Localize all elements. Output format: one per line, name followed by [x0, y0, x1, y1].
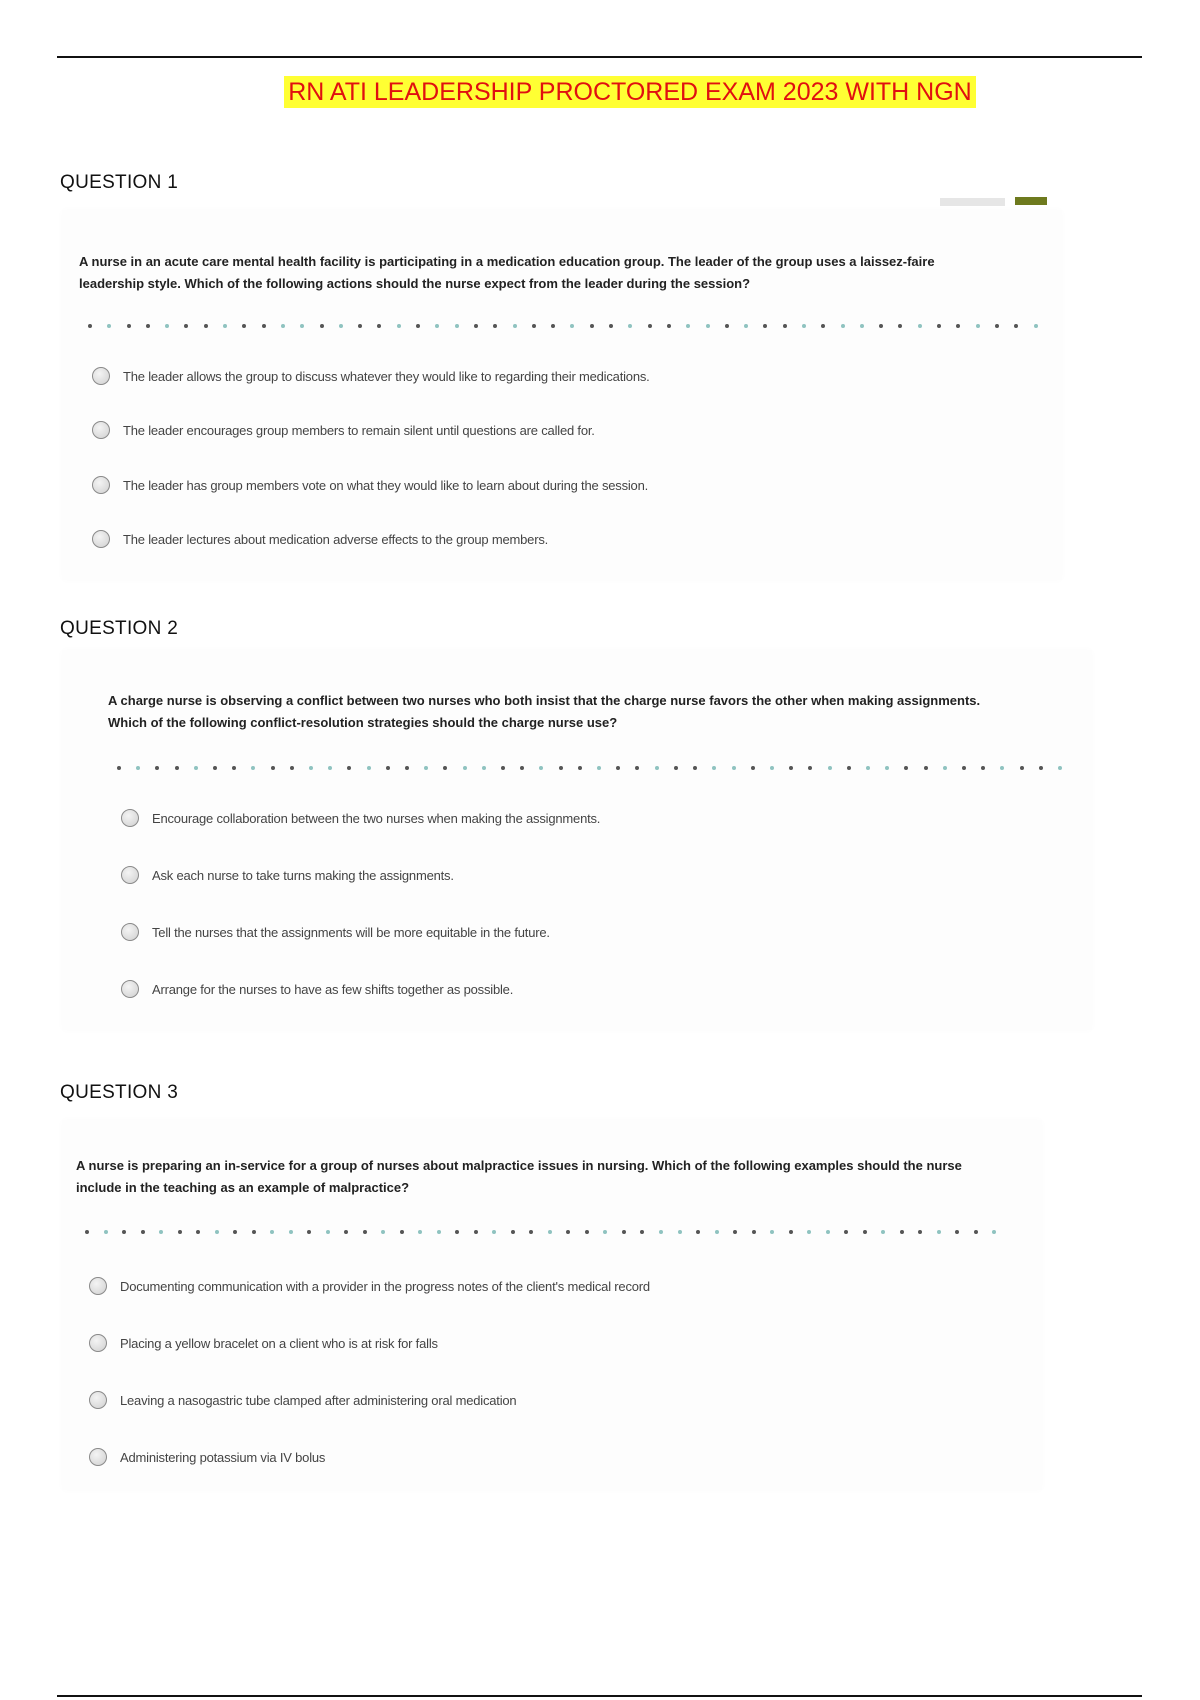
divider-dot	[262, 324, 266, 328]
question-stem-line: leadership style. Which of the following actions should the nurse expect from the leader during the session?	[79, 276, 751, 291]
divider-dot	[400, 1230, 404, 1234]
divider-dot	[474, 1230, 478, 1234]
divider-dot	[609, 324, 613, 328]
answer-option[interactable]	[121, 809, 600, 827]
divider-dot	[289, 1230, 293, 1234]
divider-dot	[215, 1230, 219, 1234]
divider-dot	[424, 766, 428, 770]
divider-dot	[252, 1230, 256, 1234]
divider-dot	[974, 1230, 978, 1234]
divider-dot	[943, 766, 947, 770]
radio-button[interactable]	[92, 367, 110, 385]
divider-dot	[659, 1230, 663, 1234]
divider-dot	[539, 766, 543, 770]
divider-dot	[309, 766, 313, 770]
divider-dot	[752, 1230, 756, 1234]
divider-dot	[696, 1230, 700, 1234]
radio-button[interactable]	[121, 980, 139, 998]
divider-dot	[628, 324, 632, 328]
answer-option[interactable]	[121, 980, 513, 998]
divider-dot	[213, 766, 217, 770]
divider-dot	[976, 324, 980, 328]
divider-dot	[122, 1230, 126, 1234]
divider-dot	[242, 324, 246, 328]
divider-dot	[196, 1230, 200, 1234]
divider-dot	[363, 1230, 367, 1234]
answer-option-text: Tell the nurses that the assignments will be more equitable in the future.	[152, 924, 550, 940]
divider-dot	[548, 1230, 552, 1234]
divider-dot	[995, 324, 999, 328]
divider-dot	[789, 1230, 793, 1234]
answer-option-text: Documenting communication with a provider in the progress notes of the client's medical record	[120, 1278, 650, 1294]
divider-dot	[501, 766, 505, 770]
answer-option[interactable]	[89, 1334, 438, 1352]
divider-dot	[956, 324, 960, 328]
divider-dot	[175, 766, 179, 770]
progress-bar	[940, 198, 1005, 206]
divider-dot	[879, 324, 883, 328]
divider-dot	[648, 324, 652, 328]
answer-option[interactable]	[92, 530, 548, 548]
divider-dot	[706, 324, 710, 328]
divider-dot	[367, 766, 371, 770]
divider-dot	[635, 766, 639, 770]
question-label: QUESTION 1	[60, 172, 179, 193]
answer-option-text: Ask each nurse to take turns making the assignments.	[152, 867, 454, 883]
divider-dot	[712, 766, 716, 770]
divider-dot	[866, 766, 870, 770]
divider-dot	[570, 324, 574, 328]
divider-dot	[511, 1230, 515, 1234]
divider-dot	[678, 1230, 682, 1234]
divider-dot	[802, 324, 806, 328]
divider-dot	[622, 1230, 626, 1234]
divider-dot	[328, 766, 332, 770]
divider-dot	[918, 1230, 922, 1234]
divider-dot	[117, 766, 121, 770]
divider-dot	[381, 1230, 385, 1234]
divider-dot	[770, 1230, 774, 1234]
divider-dot	[358, 324, 362, 328]
answer-option[interactable]	[89, 1448, 325, 1466]
divider-dot	[885, 766, 889, 770]
divider-dot	[141, 1230, 145, 1234]
answer-option-text: The leader encourages group members to remain silent until questions are called for.	[123, 422, 595, 438]
divider-dot	[184, 324, 188, 328]
divider-dot	[808, 766, 812, 770]
answer-option[interactable]	[89, 1277, 650, 1295]
answer-option[interactable]	[92, 476, 648, 494]
divider-dot	[136, 766, 140, 770]
dotted-divider	[88, 322, 1038, 330]
divider-dot	[178, 1230, 182, 1234]
answer-option-text: The leader lectures about medication adverse effects to the group members.	[123, 531, 549, 547]
divider-dot	[751, 766, 755, 770]
divider-dot	[270, 1230, 274, 1234]
question-stem-line: A nurse is preparing an in-service for a group of nurses about malpractice issues in nursing. Which of the following examples should the nurse	[76, 1158, 962, 1173]
bottom-rule	[57, 1695, 1142, 1697]
divider-dot	[655, 766, 659, 770]
divider-dot	[863, 1230, 867, 1234]
divider-dot	[667, 324, 671, 328]
divider-dot	[232, 766, 236, 770]
divider-dot	[789, 766, 793, 770]
divider-dot	[347, 766, 351, 770]
divider-dot	[104, 1230, 108, 1234]
divider-dot	[437, 1230, 441, 1234]
divider-dot	[640, 1230, 644, 1234]
divider-dot	[992, 1230, 996, 1234]
radio-button[interactable]	[92, 476, 110, 494]
divider-dot	[146, 324, 150, 328]
divider-dot	[860, 324, 864, 328]
divider-dot	[405, 766, 409, 770]
divider-dot	[85, 1230, 89, 1234]
radio-button[interactable]	[92, 530, 110, 548]
answer-option[interactable]	[92, 367, 650, 385]
divider-dot	[532, 324, 536, 328]
divider-dot	[770, 766, 774, 770]
question-stem-line: A nurse in an acute care mental health facility is participating in a medication education group. The leader of the group uses a laissez-faire	[79, 254, 935, 269]
question-label: QUESTION 2	[60, 618, 179, 639]
divider-dot	[271, 766, 275, 770]
answer-option-text: Encourage collaboration between the two nurses when making the assignments.	[152, 810, 601, 826]
divider-dot	[386, 766, 390, 770]
divider-dot	[828, 766, 832, 770]
divider-dot	[326, 1230, 330, 1234]
answer-option[interactable]	[121, 866, 454, 884]
divider-dot	[826, 1230, 830, 1234]
radio-button[interactable]	[92, 421, 110, 439]
divider-dot	[559, 766, 563, 770]
answer-option-text: Arrange for the nurses to have as few shifts together as possible.	[152, 981, 514, 997]
divider-dot	[307, 1230, 311, 1234]
radio-button[interactable]	[121, 809, 139, 827]
divider-dot	[566, 1230, 570, 1234]
divider-dot	[397, 324, 401, 328]
divider-dot	[529, 1230, 533, 1234]
divider-dot	[597, 766, 601, 770]
divider-dot	[807, 1230, 811, 1234]
question-stem	[108, 690, 1088, 734]
divider-dot	[339, 324, 343, 328]
radio-button[interactable]	[89, 1448, 107, 1466]
divider-dot	[763, 324, 767, 328]
divider-dot	[732, 766, 736, 770]
divider-dot	[482, 766, 486, 770]
divider-dot	[520, 766, 524, 770]
divider-dot	[686, 324, 690, 328]
question-stem	[76, 1155, 1036, 1199]
answer-option-text: The leader has group members vote on what they would like to learn about during the session.	[123, 477, 649, 493]
question-stem-line: include in the teaching as an example of malpractice?	[76, 1180, 410, 1195]
divider-dot	[1014, 324, 1018, 328]
divider-dot	[725, 324, 729, 328]
divider-dot	[821, 324, 825, 328]
divider-dot	[1020, 766, 1024, 770]
divider-dot	[88, 324, 92, 328]
dotted-divider	[117, 764, 1062, 772]
radio-button[interactable]	[121, 923, 139, 941]
divider-dot	[603, 1230, 607, 1234]
divider-dot	[435, 324, 439, 328]
answer-option-text: The leader allows the group to discuss whatever they would like to regarding their medications.	[123, 368, 650, 384]
divider-dot	[290, 766, 294, 770]
divider-dot	[585, 1230, 589, 1234]
divider-dot	[693, 766, 697, 770]
answer-option-text: Administering potassium via IV bolus	[120, 1449, 326, 1465]
divider-dot	[924, 766, 928, 770]
divider-dot	[418, 1230, 422, 1234]
divider-dot	[1058, 766, 1062, 770]
divider-dot	[1000, 766, 1004, 770]
answer-option[interactable]	[89, 1391, 516, 1409]
divider-dot	[474, 324, 478, 328]
document-title	[0, 76, 1200, 108]
answer-option[interactable]	[92, 421, 595, 439]
divider-dot	[674, 766, 678, 770]
divider-dot	[744, 324, 748, 328]
divider-dot	[377, 324, 381, 328]
divider-dot	[492, 1230, 496, 1234]
radio-button[interactable]	[121, 866, 139, 884]
divider-dot	[962, 766, 966, 770]
divider-dot	[715, 1230, 719, 1234]
divider-dot	[955, 1230, 959, 1234]
divider-dot	[455, 324, 459, 328]
divider-dot	[551, 324, 555, 328]
divider-dot	[281, 324, 285, 328]
divider-dot	[165, 324, 169, 328]
divider-dot	[841, 324, 845, 328]
divider-dot	[1034, 324, 1038, 328]
divider-dot	[881, 1230, 885, 1234]
divider-dot	[443, 766, 447, 770]
radio-button[interactable]	[89, 1391, 107, 1409]
flag-icon[interactable]	[1015, 197, 1047, 205]
answer-option-text: Placing a yellow bracelet on a client who is at risk for falls	[120, 1335, 438, 1351]
divider-dot	[344, 1230, 348, 1234]
divider-dot	[733, 1230, 737, 1234]
divider-dot	[107, 324, 111, 328]
divider-dot	[251, 766, 255, 770]
question-label: QUESTION 3	[60, 1082, 179, 1103]
divider-dot	[900, 1230, 904, 1234]
answer-option[interactable]	[121, 923, 550, 941]
answer-option-text: Leaving a nasogastric tube clamped after administering oral medication	[120, 1392, 517, 1408]
question-stem	[79, 251, 1039, 295]
divider-dot	[127, 324, 131, 328]
question-stem-line: A charge nurse is observing a conflict between two nurses who both insist that the charge nurse favors the other when making assignments.	[108, 693, 981, 708]
divider-dot	[578, 766, 582, 770]
divider-dot	[981, 766, 985, 770]
divider-dot	[416, 324, 420, 328]
divider-dot	[1039, 766, 1043, 770]
divider-dot	[898, 324, 902, 328]
divider-dot	[155, 766, 159, 770]
divider-dot	[844, 1230, 848, 1234]
divider-dot	[204, 324, 208, 328]
divider-dot	[455, 1230, 459, 1234]
divider-dot	[513, 324, 517, 328]
divider-dot	[159, 1230, 163, 1234]
divider-dot	[493, 324, 497, 328]
divider-dot	[320, 324, 324, 328]
divider-dot	[590, 324, 594, 328]
divider-dot	[300, 324, 304, 328]
divider-dot	[904, 766, 908, 770]
divider-dot	[937, 1230, 941, 1234]
divider-dot	[223, 324, 227, 328]
divider-dot	[783, 324, 787, 328]
divider-dot	[616, 766, 620, 770]
divider-dot	[194, 766, 198, 770]
radio-button[interactable]	[89, 1334, 107, 1352]
divider-dot	[463, 766, 467, 770]
divider-dot	[233, 1230, 237, 1234]
divider-dot	[847, 766, 851, 770]
radio-button[interactable]	[89, 1277, 107, 1295]
question-stem-line: Which of the following conflict-resolution strategies should the charge nurse use?	[108, 715, 618, 730]
document-title-text: RN ATI LEADERSHIP PROCTORED EXAM 2023 WITH NGN	[284, 76, 975, 108]
divider-dot	[937, 324, 941, 328]
dotted-divider	[85, 1228, 997, 1236]
top-rule	[57, 56, 1142, 58]
divider-dot	[918, 324, 922, 328]
